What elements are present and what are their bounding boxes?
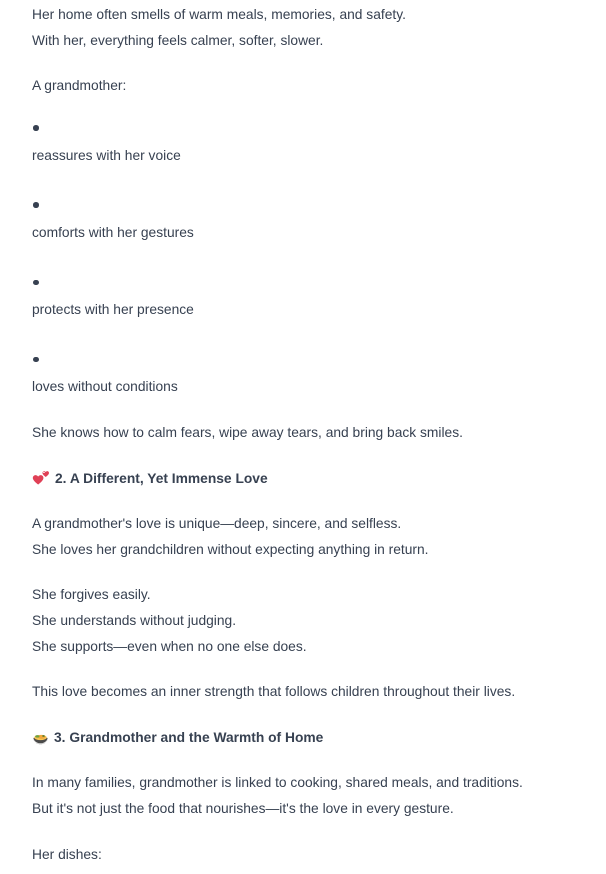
bullet-item — [32, 343, 598, 400]
paragraph — [32, 582, 598, 659]
paragraph-line: She loves her grandchildren without expecting anything in return. — [32, 541, 429, 557]
paragraph-line: But it's not just the food that nourishes—it's the love in every gesture. — [32, 800, 454, 816]
paragraph — [32, 770, 598, 821]
paragraph-line: This love becomes an inner strength that follows children throughout their lives. — [32, 684, 516, 700]
section-heading-text: 2. A Different, Yet Immense Love — [55, 470, 268, 486]
paragraph-line: With her, everything feels calmer, softer, slower. — [32, 32, 324, 48]
bullet-list — [32, 111, 598, 400]
section-heading — [32, 725, 598, 751]
paragraph — [32, 842, 598, 868]
bullet-text: comforts with her gestures — [32, 225, 194, 241]
paragraph — [32, 511, 598, 562]
paragraph-line: A grandmother: — [32, 78, 127, 94]
bullet-item — [32, 188, 598, 245]
two-hearts-icon — [32, 470, 50, 486]
paragraph-line: A grandmother's love is unique—deep, sincere, and selfless. — [32, 516, 402, 532]
bullet-dot-icon — [33, 125, 39, 131]
bullet-dot-row — [32, 111, 598, 137]
bullet-dot-row — [32, 343, 598, 369]
bullet-text: reassures with her voice — [32, 147, 181, 163]
pan-of-food-icon — [32, 730, 49, 745]
bullet-text: loves without conditions — [32, 379, 178, 395]
section-heading — [32, 466, 598, 492]
section-heading-text: 3. Grandmother and the Warmth of Home — [54, 729, 324, 745]
bullet-dot-row — [32, 188, 598, 214]
paragraph — [32, 2, 598, 53]
bullet-dot-icon — [33, 280, 39, 286]
paragraph-line: Her dishes: — [32, 846, 102, 862]
bullet-dot-icon — [33, 357, 39, 363]
bullet-item — [32, 266, 598, 323]
paragraph — [32, 73, 598, 99]
bullet-text: protects with her presence — [32, 302, 194, 318]
paragraph-line: In many families, grandmother is linked to cooking, shared meals, and traditions. — [32, 775, 523, 791]
paragraph-line: She knows how to calm fears, wipe away tears, and bring back smiles. — [32, 425, 463, 441]
paragraph — [32, 679, 598, 705]
bullet-item — [32, 111, 598, 168]
paragraph-line: She forgives easily. — [32, 587, 151, 603]
bullet-dot-icon — [33, 202, 39, 208]
paragraph-line: Her home often smells of warm meals, memories, and safety. — [32, 7, 406, 22]
paragraph-line: She understands without judging. — [32, 613, 237, 628]
paragraph — [32, 420, 598, 446]
bullet-dot-row — [32, 266, 598, 292]
paragraph-line: She supports—even when no one else does. — [32, 638, 307, 654]
